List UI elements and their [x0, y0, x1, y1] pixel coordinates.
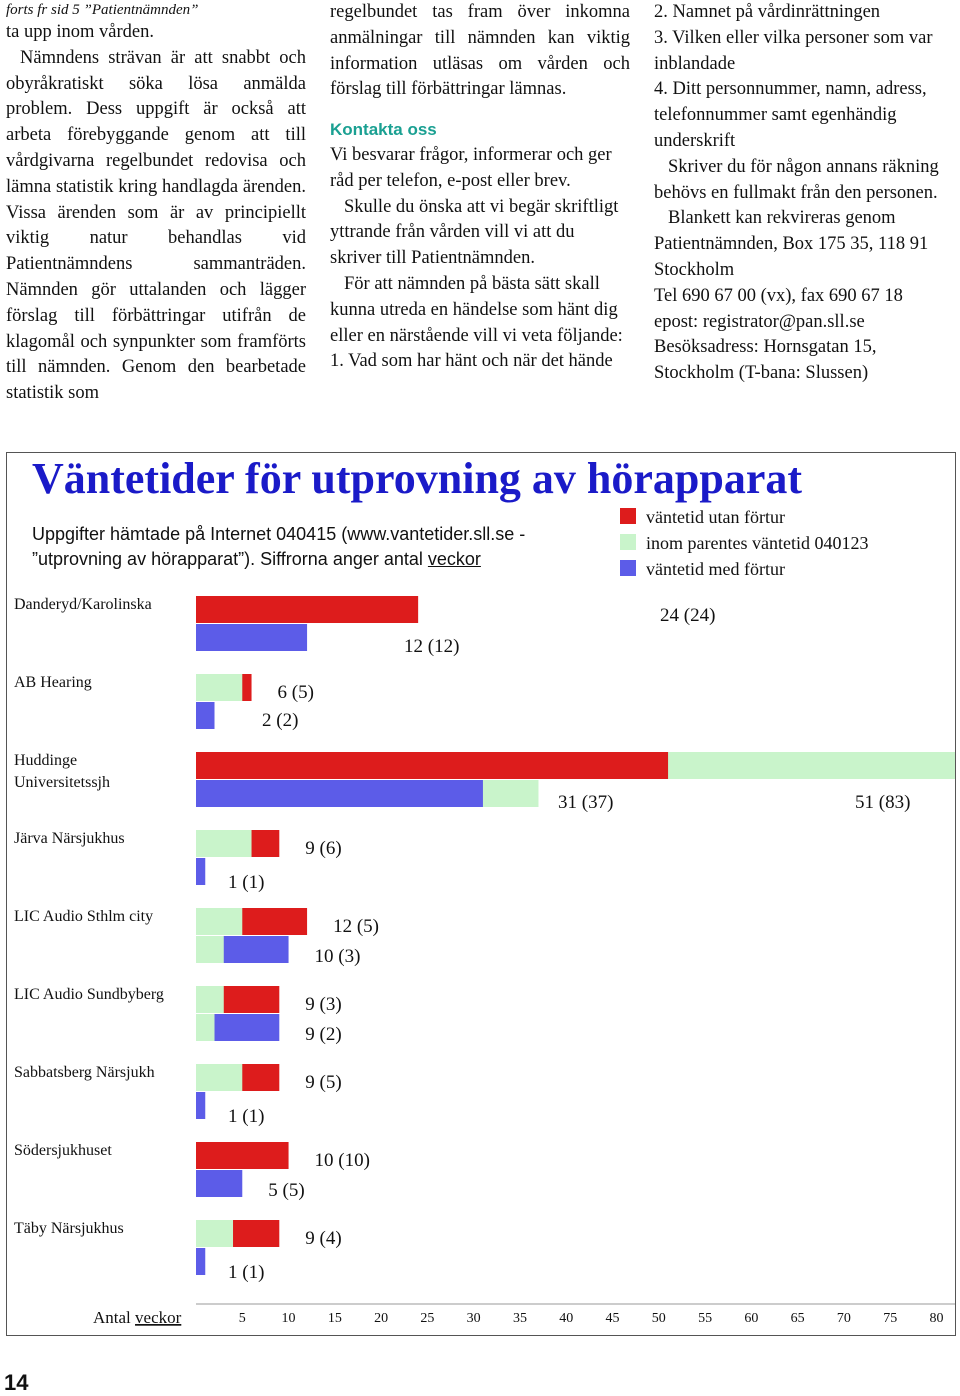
x-tick-label: 75: [883, 1311, 898, 1326]
chart-title: Väntetider för utprovning av hörapparat: [32, 454, 803, 503]
x-tick-label: 10: [281, 1311, 296, 1326]
bar-utan-previous: [196, 908, 242, 935]
x-tick-label: 15: [327, 1311, 342, 1326]
value-label-med: 12 (12): [404, 636, 460, 657]
category-label: Södersjukhuset: [14, 1142, 112, 1159]
list-item: 4. Ditt personnummer, namn, adress, telefonnummer samt egenhändig underskrift: [654, 79, 927, 151]
bar-utan-previous: [196, 830, 252, 857]
paragraph: regelbundet tas fram över inkomna anmälningar till nämnden kan viktig information utläsas om vården och förslag till förbättringar lämnas.: [330, 2, 630, 100]
subtitle-text: Uppgifter hämtade på Internet 040415 (www.vantetider.sll.se - ”utprovning av hörapparat”). Siffrorna anger antal: [32, 524, 526, 569]
value-label-med: 1 (1): [228, 1106, 265, 1127]
value-label-utan: 24 (24): [660, 605, 716, 626]
x-tick-label: 50: [651, 1311, 666, 1326]
value-label-utan: 51 (83): [855, 792, 911, 813]
section-heading-kontakta: Kontakta oss: [330, 120, 437, 140]
bar-utan-forturn: [196, 752, 668, 779]
category-label: Järva Närsjukhus: [14, 830, 125, 847]
category-label: AB Hearing: [14, 674, 92, 691]
bar-med-forturn: [196, 780, 483, 807]
value-label-utan: 9 (5): [305, 1072, 342, 1093]
category-label: Sabbatsberg Närsjukh: [14, 1064, 155, 1081]
paragraph: För att nämnden på bästa sätt skall kunna utreda en händelse som hänt dig eller en närstående vill vi veta följande:: [330, 273, 623, 346]
continued-from-note: forts fr sid 5 ”Patientnämnden”: [6, 2, 199, 18]
value-label-med: 1 (1): [228, 872, 265, 893]
x-tick-label: 80: [929, 1311, 944, 1326]
x-axis-label: [93, 1308, 182, 1327]
value-label-med: 31 (37): [558, 792, 614, 813]
legend-label: väntetid utan förtur: [646, 507, 785, 527]
value-label-utan: 10 (10): [314, 1150, 370, 1171]
category-label: Universitetssjh: [14, 774, 110, 791]
paragraph: 1. Vad som har hänt och när det hände: [330, 351, 613, 372]
category-label: LIC Audio Sthlm city: [14, 908, 154, 925]
value-label-utan: 6 (5): [277, 682, 314, 703]
bar-utan-forturn: [196, 596, 418, 623]
x-tick-label: 55: [698, 1311, 713, 1326]
paragraph: Skulle du önska att vi begär skriftligt yttrande från vården vill vi att du skriver till Patientnämnden.: [330, 196, 619, 269]
x-tick-label: 30: [466, 1311, 481, 1326]
bar-med-forturn: [196, 1170, 242, 1197]
x-tick-label: 5: [238, 1311, 246, 1326]
value-label-utan: 9 (4): [305, 1228, 342, 1249]
bar-utan-previous: [196, 1064, 242, 1091]
value-label-med: 9 (2): [305, 1024, 342, 1045]
paragraph: Vi besvarar frågor, informerar och ger råd per telefon, e-post eller brev.: [330, 144, 612, 191]
x-tick-label: 70: [836, 1311, 851, 1326]
bar-utan-previous: [196, 674, 242, 701]
bar-med-forturn: [196, 858, 205, 885]
legend-label: inom parentes väntetid 040123: [646, 533, 869, 553]
bar-med-forturn: [196, 624, 307, 651]
x-tick-label: 45: [605, 1311, 620, 1326]
x-axis-label-unit: veckor: [135, 1308, 182, 1327]
page-number: 14: [4, 1370, 29, 1395]
x-axis-label-prefix: Antal: [93, 1308, 136, 1327]
value-label-med: 10 (3): [314, 946, 361, 967]
paragraph: Tel 690 67 00 (vx), fax 690 67 18: [654, 285, 903, 306]
paragraph: Besöksadress: Hornsgatan 15, Stockholm (T-bana: Slussen): [654, 337, 877, 384]
bar-med-previous: [196, 936, 224, 963]
x-tick-label: 35: [512, 1311, 527, 1326]
list-item: 3. Vilken eller vilka personer som var inblandade: [654, 27, 933, 74]
category-label: LIC Audio Sundbyberg: [14, 986, 164, 1003]
paragraph: Blankett kan rekvireras genom Patientnämnden, Box 175 35, 118 91 Stockholm: [654, 208, 929, 280]
x-tick-label: 65: [790, 1311, 805, 1326]
paragraph: Skriver du för någon annans räkning behövs en fullmakt från den personen.: [654, 156, 939, 203]
bar-med-forturn: [196, 1248, 205, 1275]
bar-utan-forturn: [196, 1142, 289, 1169]
bar-utan-previous: [196, 986, 224, 1013]
value-label-med: 1 (1): [228, 1262, 265, 1283]
category-label: Täby Närsjukhus: [14, 1220, 124, 1237]
bar-utan-previous: [196, 1220, 233, 1247]
x-tick-label: 60: [744, 1311, 759, 1326]
legend-label: väntetid med förtur: [646, 559, 785, 579]
bar-med-forturn: [196, 1092, 205, 1119]
value-label-utan: 9 (6): [305, 838, 342, 859]
x-tick-label: 25: [420, 1311, 435, 1326]
value-label-utan: 9 (3): [305, 994, 342, 1015]
category-label: Huddinge: [14, 752, 78, 769]
list-item: 2. Namnet på vårdinrättningen: [654, 2, 881, 22]
x-tick-label: 20: [374, 1311, 389, 1326]
value-label-med: 2 (2): [262, 710, 299, 731]
value-label-utan: 12 (5): [333, 916, 379, 937]
bar-med-previous: [196, 1014, 215, 1041]
value-label-med: 5 (5): [268, 1180, 305, 1201]
x-tick-label: 40: [559, 1311, 574, 1326]
subtitle-unit: veckor: [427, 549, 481, 569]
paragraph: Nämndens strävan är att snabbt och obyråkratiskt söka lösa anmälda problem. Dess uppgift är också att arbeta förebyggande genom att till vårdgivarna regelbundet redovisa och lämna statistik kring handlagda ärenden. Vissa ärenden som är av principiellt viktig natur behandlas vid Patientnämndens sammanträden. Nämnden gör uttalanden och lägger förslag till förbättringar utifrån de klagomål och synpunkter som framförts till nämnden. Genom den bearbetade statistik som: [6, 47, 306, 404]
bar-med-forturn: [196, 702, 215, 729]
paragraph: epost: registrator@pan.sll.se: [654, 311, 865, 332]
paragraph: ta upp inom vården.: [6, 22, 154, 42]
category-label: Danderyd/Karolinska: [14, 596, 152, 613]
